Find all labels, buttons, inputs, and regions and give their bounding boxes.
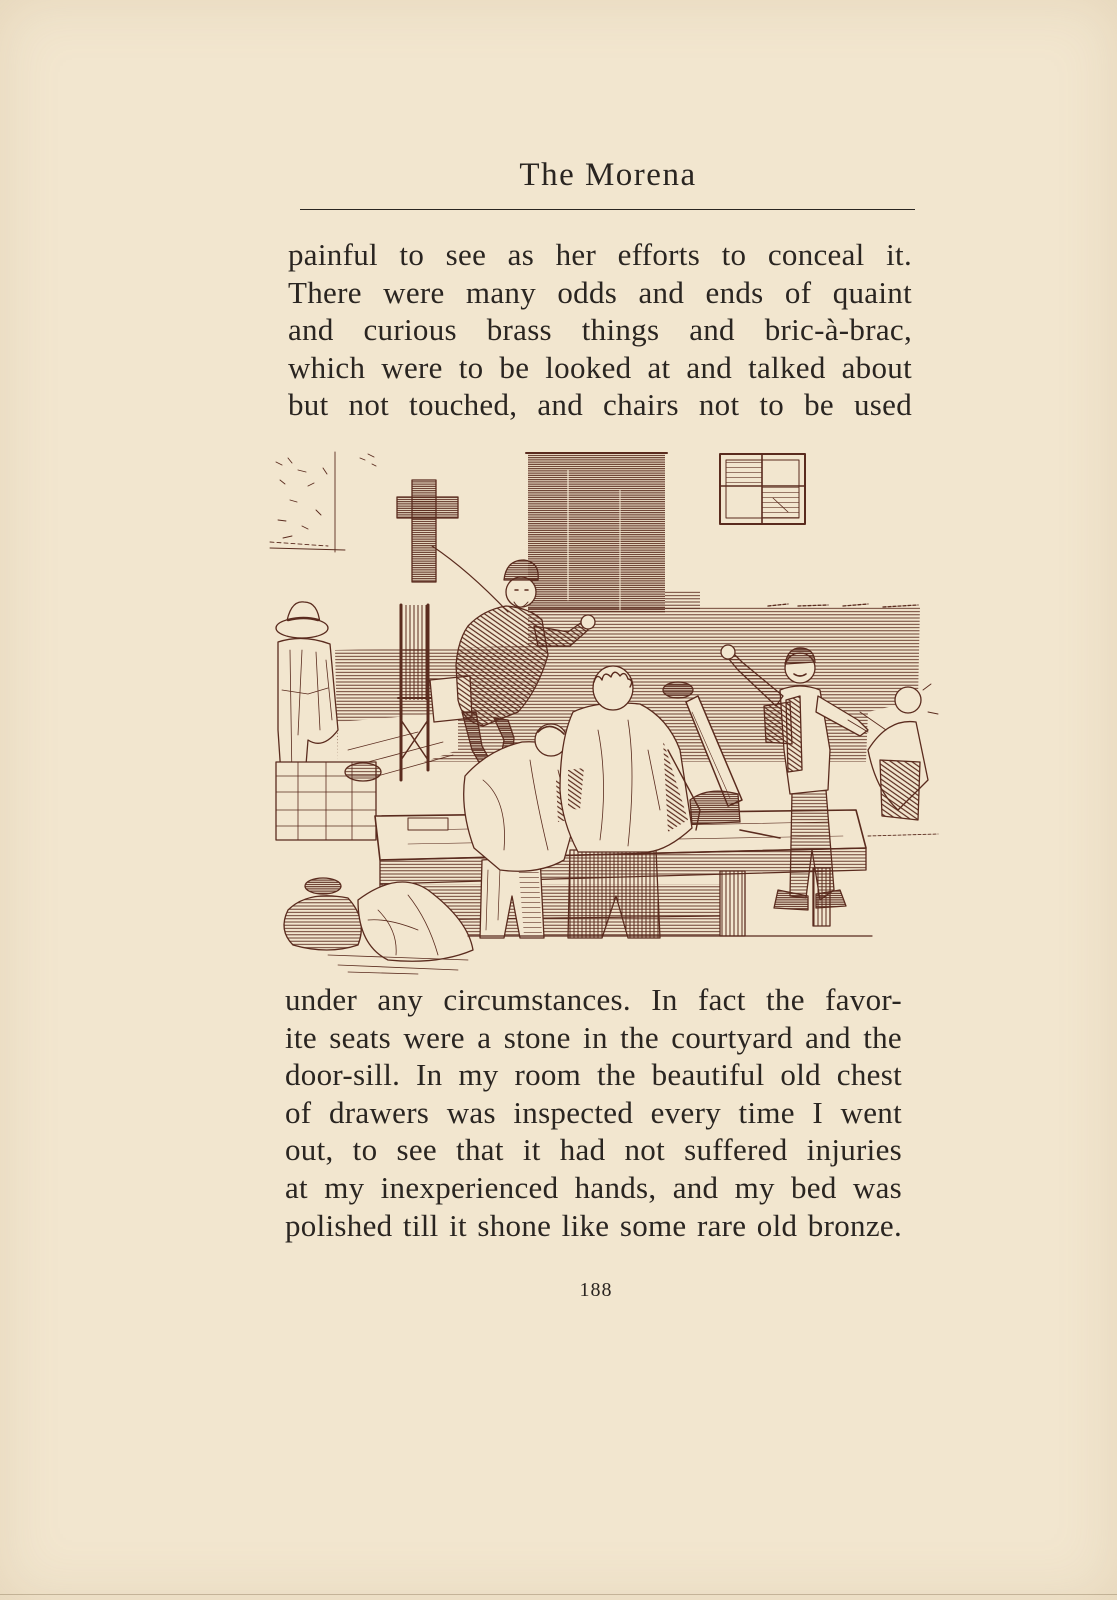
header-rule [300, 209, 915, 210]
text-line: painful to see as her efforts to conceal it. [288, 237, 912, 272]
illustration-crates [276, 762, 381, 840]
illustration-chimney [526, 453, 700, 613]
page-edge-line [0, 1594, 1117, 1595]
text-line: out, to see that it had not suffered injuries [285, 1132, 902, 1168]
paragraph-top [288, 236, 912, 424]
text-line: There were many odds and ends of quaint [288, 274, 912, 310]
illustration-window [720, 454, 805, 524]
illustration-wall-edge [768, 604, 918, 607]
illustration-wall-cross [397, 480, 458, 582]
text-line: door-sill. In my room the beautiful old chest [285, 1057, 902, 1093]
text-line: but not touched, and chairs not to be used [288, 387, 912, 423]
text-line: at my inexperienced hands, and my bed was [285, 1169, 902, 1205]
running-head: The Morena [519, 157, 697, 193]
paragraph-bottom [285, 981, 902, 1244]
text-line: ite seats were a stone in the courtyard and the [285, 1019, 902, 1055]
illustration-wall-marks [270, 452, 376, 552]
illustration-hat [276, 602, 328, 638]
page-number: 188 [579, 1279, 613, 1301]
illustration-rod [432, 546, 508, 612]
text-line: polished till it shone like some rare old bronze. [285, 1207, 902, 1243]
illustration [268, 450, 942, 978]
text-line: and curious brass things and bric-à-brac, [288, 312, 912, 348]
text-line: which were to be looked at and talked about [288, 349, 912, 385]
text-line: of drawers was inspected every time I went [285, 1094, 902, 1130]
text-line: under any circumstances. In fact the favor- [285, 982, 902, 1017]
